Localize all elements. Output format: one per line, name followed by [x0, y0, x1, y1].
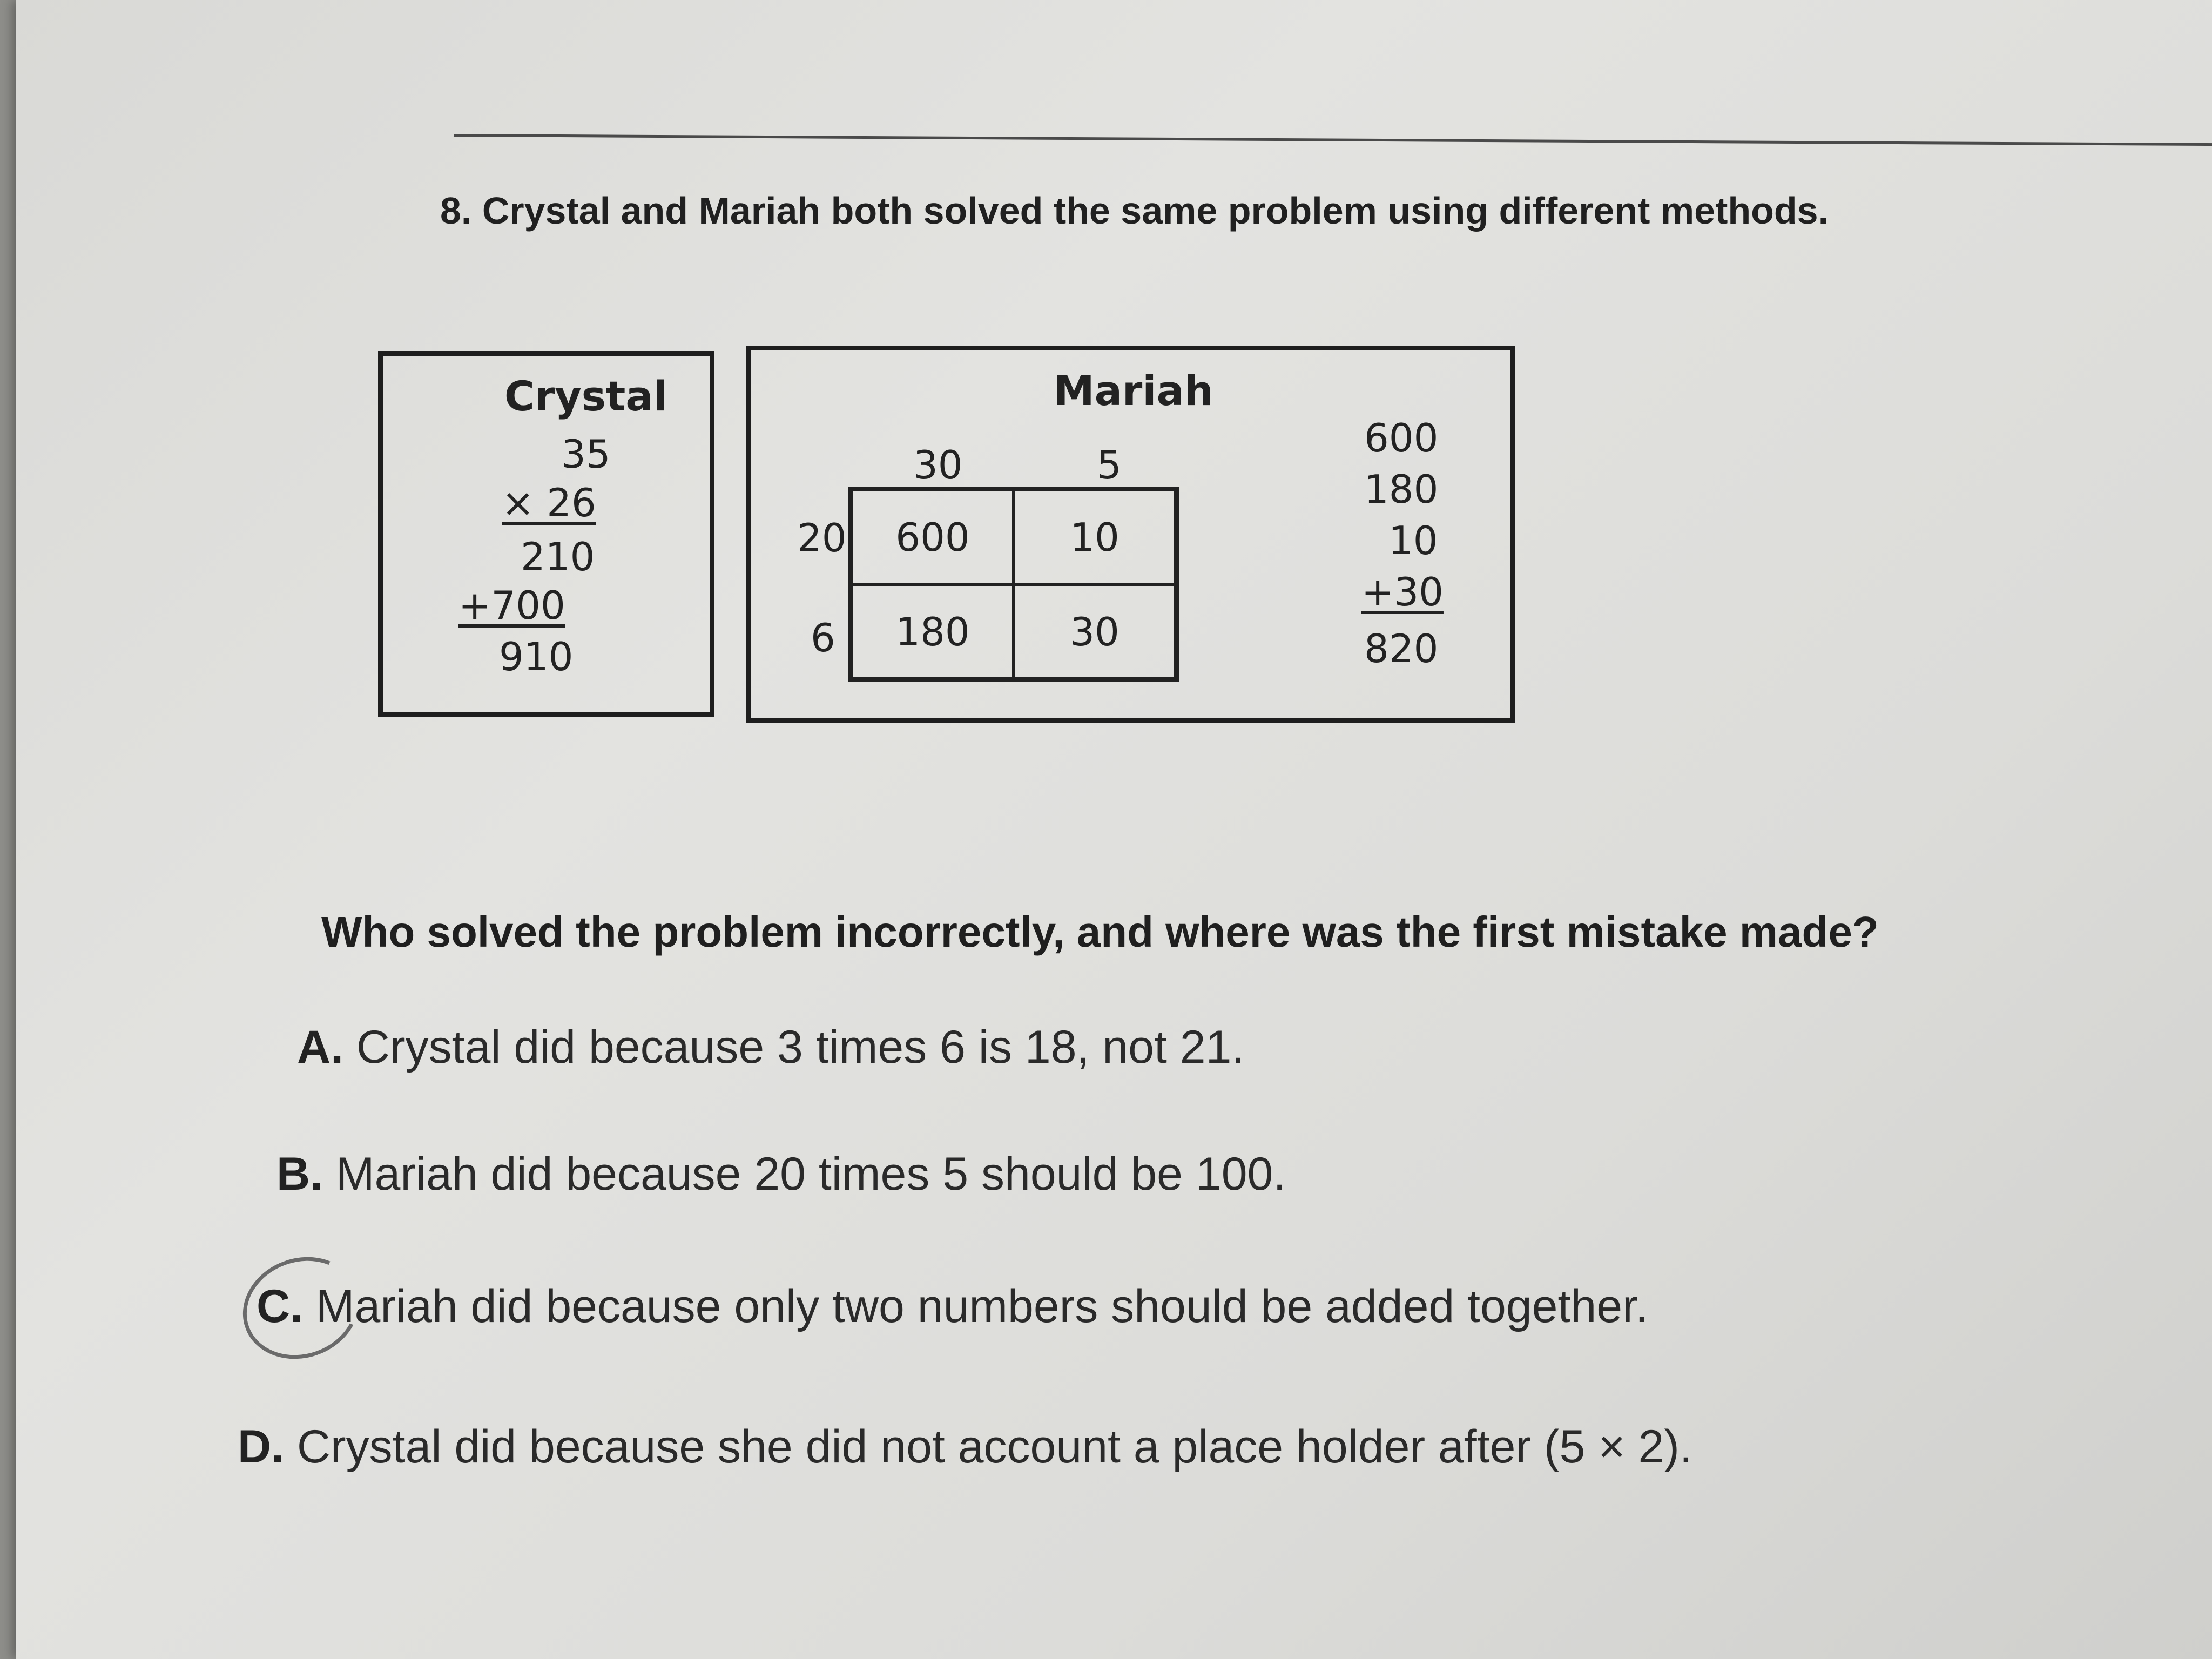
- crystal-line: 35: [561, 431, 611, 477]
- option-text: Crystal did because 3 times 6 is 18, not 21.: [343, 1021, 1245, 1073]
- answer-option-d[interactable]: [238, 1420, 1692, 1474]
- crystal-line: 910: [499, 634, 574, 679]
- answer-option-c[interactable]: [257, 1280, 1648, 1333]
- mariah-sum-line: 600: [1364, 415, 1439, 461]
- crystal-line: 210: [521, 534, 595, 579]
- crystal-line: × 26: [502, 480, 596, 525]
- answer-option-b[interactable]: [276, 1148, 1286, 1201]
- option-text: Crystal did because she did not account a place holder after (5 × 2).: [284, 1421, 1692, 1473]
- area-row-header: 20: [797, 515, 847, 561]
- option-text: Mariah did because 20 times 5 should be 100.: [323, 1148, 1286, 1200]
- area-model-grid: [848, 487, 1179, 682]
- area-row-header: 6: [811, 615, 835, 660]
- area-cell: 180: [852, 584, 1014, 679]
- mariah-work-box: [746, 346, 1515, 723]
- option-letter: B.: [276, 1148, 323, 1200]
- option-text: Mariah did because only two numbers should be added together.: [303, 1280, 1648, 1332]
- answer-option-a[interactable]: [297, 1021, 1244, 1074]
- question-title: 8. Crystal and Mariah both solved the same problem using different methods.: [440, 190, 1829, 232]
- option-letter: D.: [238, 1421, 284, 1473]
- mariah-sum-line: 180: [1364, 467, 1439, 512]
- area-cell: 10: [1014, 490, 1176, 584]
- area-col-header: 5: [1097, 442, 1122, 488]
- mariah-sum-line: 820: [1364, 626, 1439, 671]
- question-prompt: Who solved the problem incorrectly, and where was the first mistake made?: [321, 908, 1879, 956]
- header-rule: [454, 134, 2212, 146]
- worksheet-page: [16, 0, 2212, 1659]
- mariah-sum-line: 10: [1388, 518, 1438, 563]
- crystal-line: +700: [458, 583, 565, 628]
- area-col-header: 30: [913, 442, 963, 488]
- option-letter: C.: [257, 1280, 303, 1332]
- area-cell: 30: [1014, 584, 1176, 679]
- mariah-sum-line: +30: [1361, 569, 1444, 615]
- area-cell: 600: [852, 490, 1014, 584]
- mariah-title: Mariah: [1054, 367, 1213, 415]
- crystal-title: Crystal: [504, 372, 667, 420]
- option-letter: A.: [297, 1021, 343, 1073]
- crystal-work-box: [378, 351, 714, 717]
